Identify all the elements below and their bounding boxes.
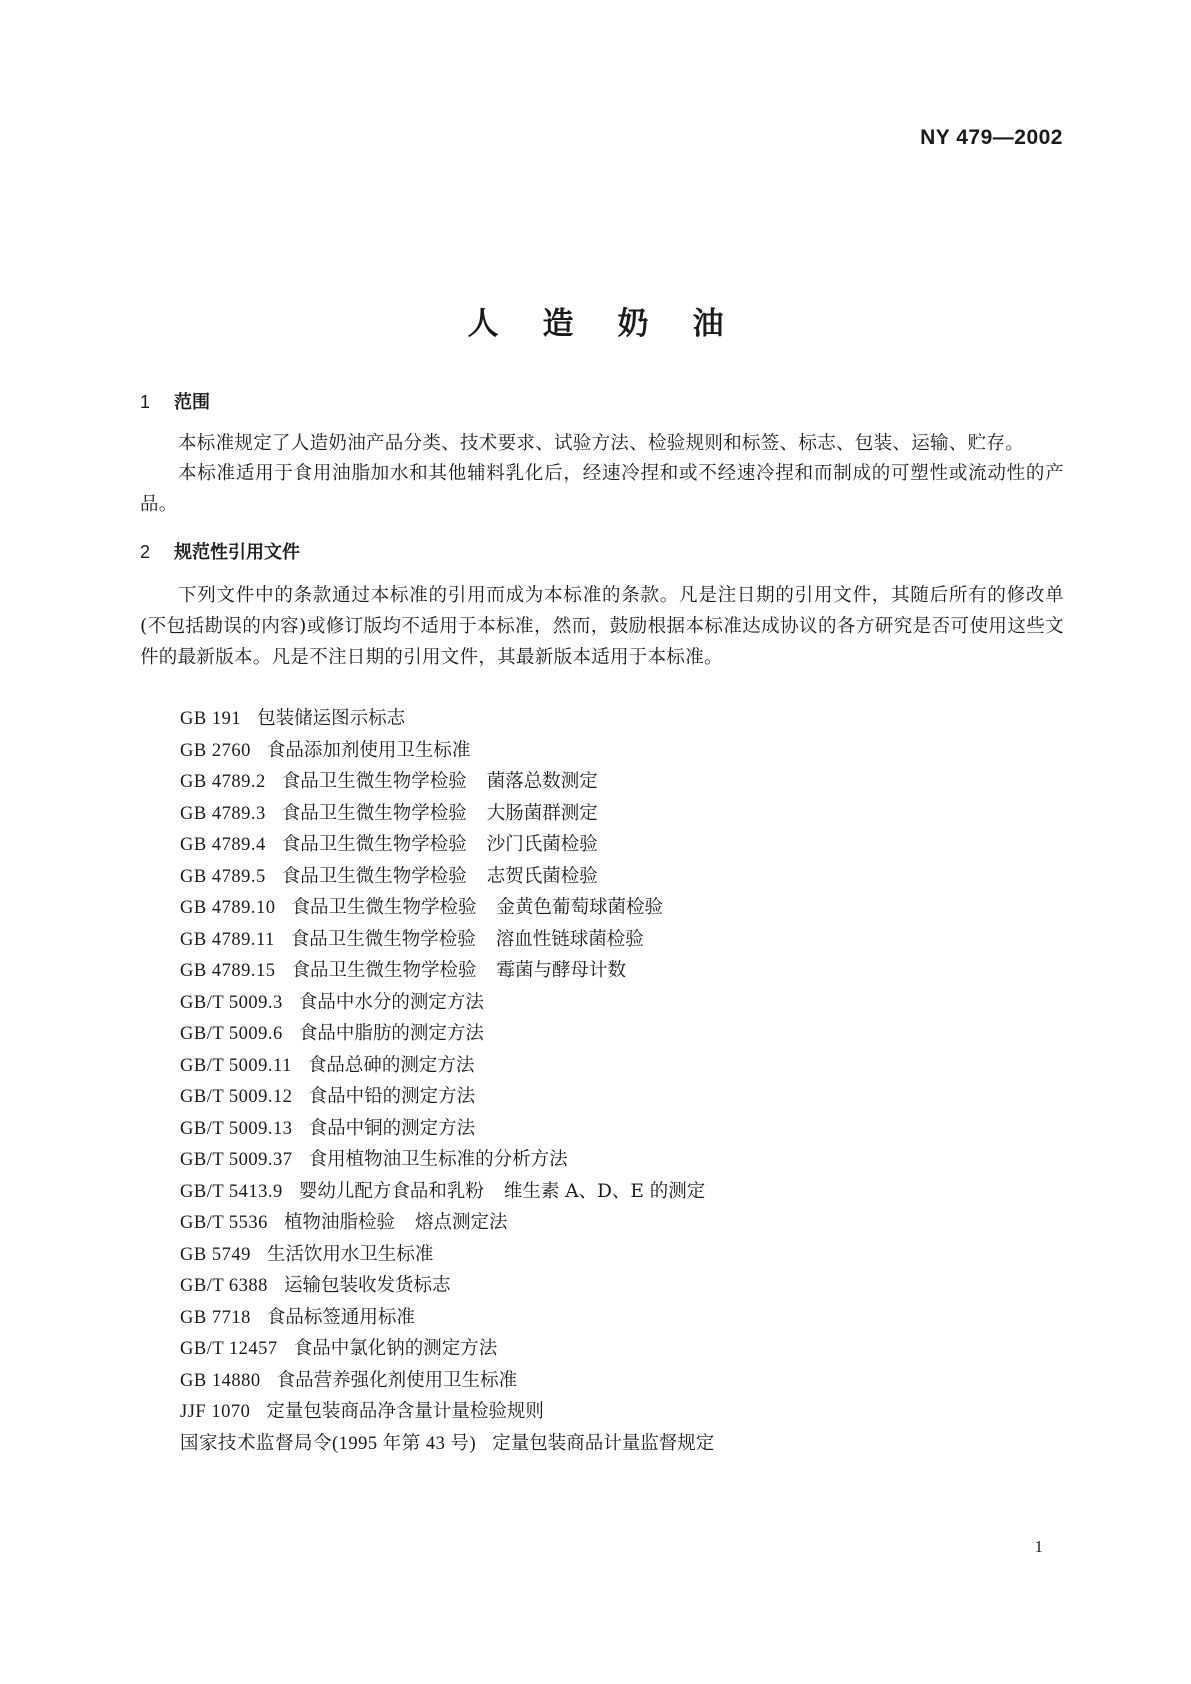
reference-code: GB 7718 bbox=[180, 1307, 251, 1328]
reference-item bbox=[180, 1333, 734, 1365]
reference-subtitle: 熔点测定法 bbox=[414, 1212, 508, 1233]
section-2-heading bbox=[140, 538, 300, 564]
reference-item bbox=[180, 798, 734, 830]
title-char: 奶 bbox=[617, 306, 649, 342]
reference-code: GB 4789.11 bbox=[180, 929, 275, 950]
reference-code: GB/T 5009.6 bbox=[180, 1024, 283, 1044]
section-number: 1 bbox=[140, 392, 151, 412]
section-1-paragraph-1: 本标准规定了人造奶油产品分类、技术要求、试验方法、检验规则和标签、标志、包装、运输、贮存。 bbox=[178, 433, 1025, 454]
reference-item bbox=[180, 829, 734, 861]
reference-subtitle: 溶血性链球菌检验 bbox=[495, 928, 644, 950]
reference-item bbox=[180, 861, 734, 893]
reference-code: GB 2760 bbox=[180, 740, 251, 761]
reference-title: 运输包装收发货标志 bbox=[283, 1275, 451, 1296]
reference-subtitle: 维生素 A、D、E 的测定 bbox=[503, 1180, 706, 1202]
title-char: 造 bbox=[542, 306, 574, 342]
reference-code: GB/T 5009.3 bbox=[180, 992, 283, 1013]
reference-title: 食品卫生微生物学检验 bbox=[291, 897, 477, 918]
reference-item bbox=[180, 1050, 734, 1082]
reference-list bbox=[180, 703, 734, 1459]
reference-item bbox=[180, 1081, 734, 1113]
reference-item bbox=[180, 1144, 734, 1176]
reference-code: 国家技术监督局令(1995 年第 43 号) bbox=[180, 1433, 477, 1454]
reference-item bbox=[180, 1018, 734, 1050]
standard-number: NY 479—2002 bbox=[920, 126, 1063, 149]
reference-code: GB 5749 bbox=[180, 1244, 251, 1265]
reference-item bbox=[180, 924, 734, 956]
reference-code: GB 4789.3 bbox=[180, 803, 266, 824]
reference-title: 食品卫生微生物学检验 bbox=[281, 802, 467, 824]
reference-item bbox=[180, 955, 734, 987]
reference-title: 食用植物油卫生标准的分析方法 bbox=[308, 1149, 568, 1170]
reference-item bbox=[180, 1396, 734, 1428]
reference-item bbox=[180, 987, 734, 1019]
reference-item bbox=[180, 766, 734, 798]
reference-title: 食品总砷的测定方法 bbox=[307, 1054, 475, 1076]
reference-code: GB 4789.5 bbox=[180, 866, 266, 887]
reference-item bbox=[180, 1365, 734, 1397]
reference-code: GB/T 5009.12 bbox=[180, 1087, 293, 1107]
reference-title: 食品营养强化剂使用卫生标准 bbox=[276, 1369, 518, 1391]
reference-code: GB 4789.15 bbox=[180, 961, 276, 981]
section-title: 范围 bbox=[174, 392, 210, 413]
reference-item bbox=[180, 703, 734, 735]
reference-code: GB/T 5009.37 bbox=[180, 1150, 293, 1170]
reference-item bbox=[180, 892, 734, 924]
reference-item bbox=[180, 1207, 734, 1239]
title-char: 人 bbox=[467, 306, 499, 342]
reference-code: GB 191 bbox=[180, 709, 242, 729]
reference-title: 食品卫生微生物学检验 bbox=[281, 771, 467, 792]
section-number: 2 bbox=[140, 542, 151, 562]
title-char: 油 bbox=[692, 306, 724, 342]
reference-item bbox=[180, 1302, 734, 1334]
reference-subtitle: 志贺氏菌检验 bbox=[486, 865, 598, 887]
reference-title: 食品中脂肪的测定方法 bbox=[298, 1023, 484, 1044]
document-title bbox=[0, 298, 1191, 343]
reference-item bbox=[180, 1428, 734, 1460]
reference-item bbox=[180, 1113, 734, 1145]
reference-subtitle: 大肠菌群测定 bbox=[486, 802, 598, 824]
page-number: 1 bbox=[1034, 1537, 1043, 1556]
section-2-paragraph-1: 下列文件中的条款通过本标准的引用而成为本标准的条款。凡是注日期的引用文件，其随后所有的修改单(不包括勘误的内容)或修订版均不适用于本标准，然而，鼓励根据本标准达成协议的各方研究是否可使用这些文件的最新版本。凡是不注日期的引用文件，其最新版本适用于本标准。 bbox=[140, 585, 1064, 668]
reference-title: 食品中氯化钠的测定方法 bbox=[293, 1338, 498, 1359]
reference-title: 定量包装商品净含量计量检验规则 bbox=[266, 1401, 544, 1422]
reference-title: 包装储运图示标志 bbox=[257, 708, 406, 729]
reference-code: GB/T 5009.13 bbox=[180, 1118, 293, 1139]
reference-title: 食品中铅的测定方法 bbox=[308, 1086, 476, 1107]
reference-subtitle: 菌落总数测定 bbox=[486, 771, 598, 792]
reference-title: 食品卫生微生物学检验 bbox=[291, 960, 477, 981]
reference-code: GB/T 6388 bbox=[180, 1276, 268, 1296]
reference-title: 食品添加剂使用卫生标准 bbox=[266, 739, 471, 761]
section-title: 规范性引用文件 bbox=[174, 542, 300, 563]
reference-title: 定量包装商品计量监督规定 bbox=[492, 1432, 715, 1454]
reference-subtitle: 沙门氏菌检验 bbox=[486, 834, 598, 855]
reference-item bbox=[180, 1176, 734, 1208]
reference-code: GB 4789.2 bbox=[180, 772, 266, 792]
reference-item bbox=[180, 1270, 734, 1302]
reference-title: 食品卫生微生物学检验 bbox=[281, 834, 467, 855]
reference-title: 植物油脂检验 bbox=[283, 1212, 395, 1233]
reference-title: 生活饮用水卫生标准 bbox=[266, 1243, 434, 1265]
section-1-heading bbox=[140, 388, 210, 414]
reference-title: 食品卫生微生物学检验 bbox=[281, 865, 467, 887]
reference-code: GB/T 5009.11 bbox=[180, 1055, 292, 1076]
section-1-paragraph-2: 本标准适用于食用油脂加水和其他辅料乳化后，经速冷捏和或不经速冷捏和而制成的可塑性或流动性的产品。 bbox=[140, 463, 1064, 515]
reference-subtitle: 霉菌与酵母计数 bbox=[496, 960, 626, 981]
reference-code: JJF 1070 bbox=[180, 1402, 251, 1422]
reference-title: 食品中水分的测定方法 bbox=[298, 991, 484, 1013]
reference-title: 食品卫生微生物学检验 bbox=[290, 928, 476, 950]
reference-title: 食品标签通用标准 bbox=[266, 1306, 415, 1328]
reference-code: GB/T 12457 bbox=[180, 1339, 278, 1359]
reference-title: 婴幼儿配方食品和乳粉 bbox=[298, 1180, 484, 1202]
reference-code: GB 4789.10 bbox=[180, 898, 276, 918]
reference-code: GB 4789.4 bbox=[180, 835, 266, 855]
reference-subtitle: 金黄色葡萄球菌检验 bbox=[496, 897, 663, 918]
reference-code: GB/T 5536 bbox=[180, 1213, 268, 1233]
reference-item bbox=[180, 1239, 734, 1271]
reference-item bbox=[180, 735, 734, 767]
reference-code: GB 14880 bbox=[180, 1370, 261, 1391]
reference-title: 食品中铜的测定方法 bbox=[308, 1117, 476, 1139]
reference-code: GB/T 5413.9 bbox=[180, 1181, 283, 1202]
